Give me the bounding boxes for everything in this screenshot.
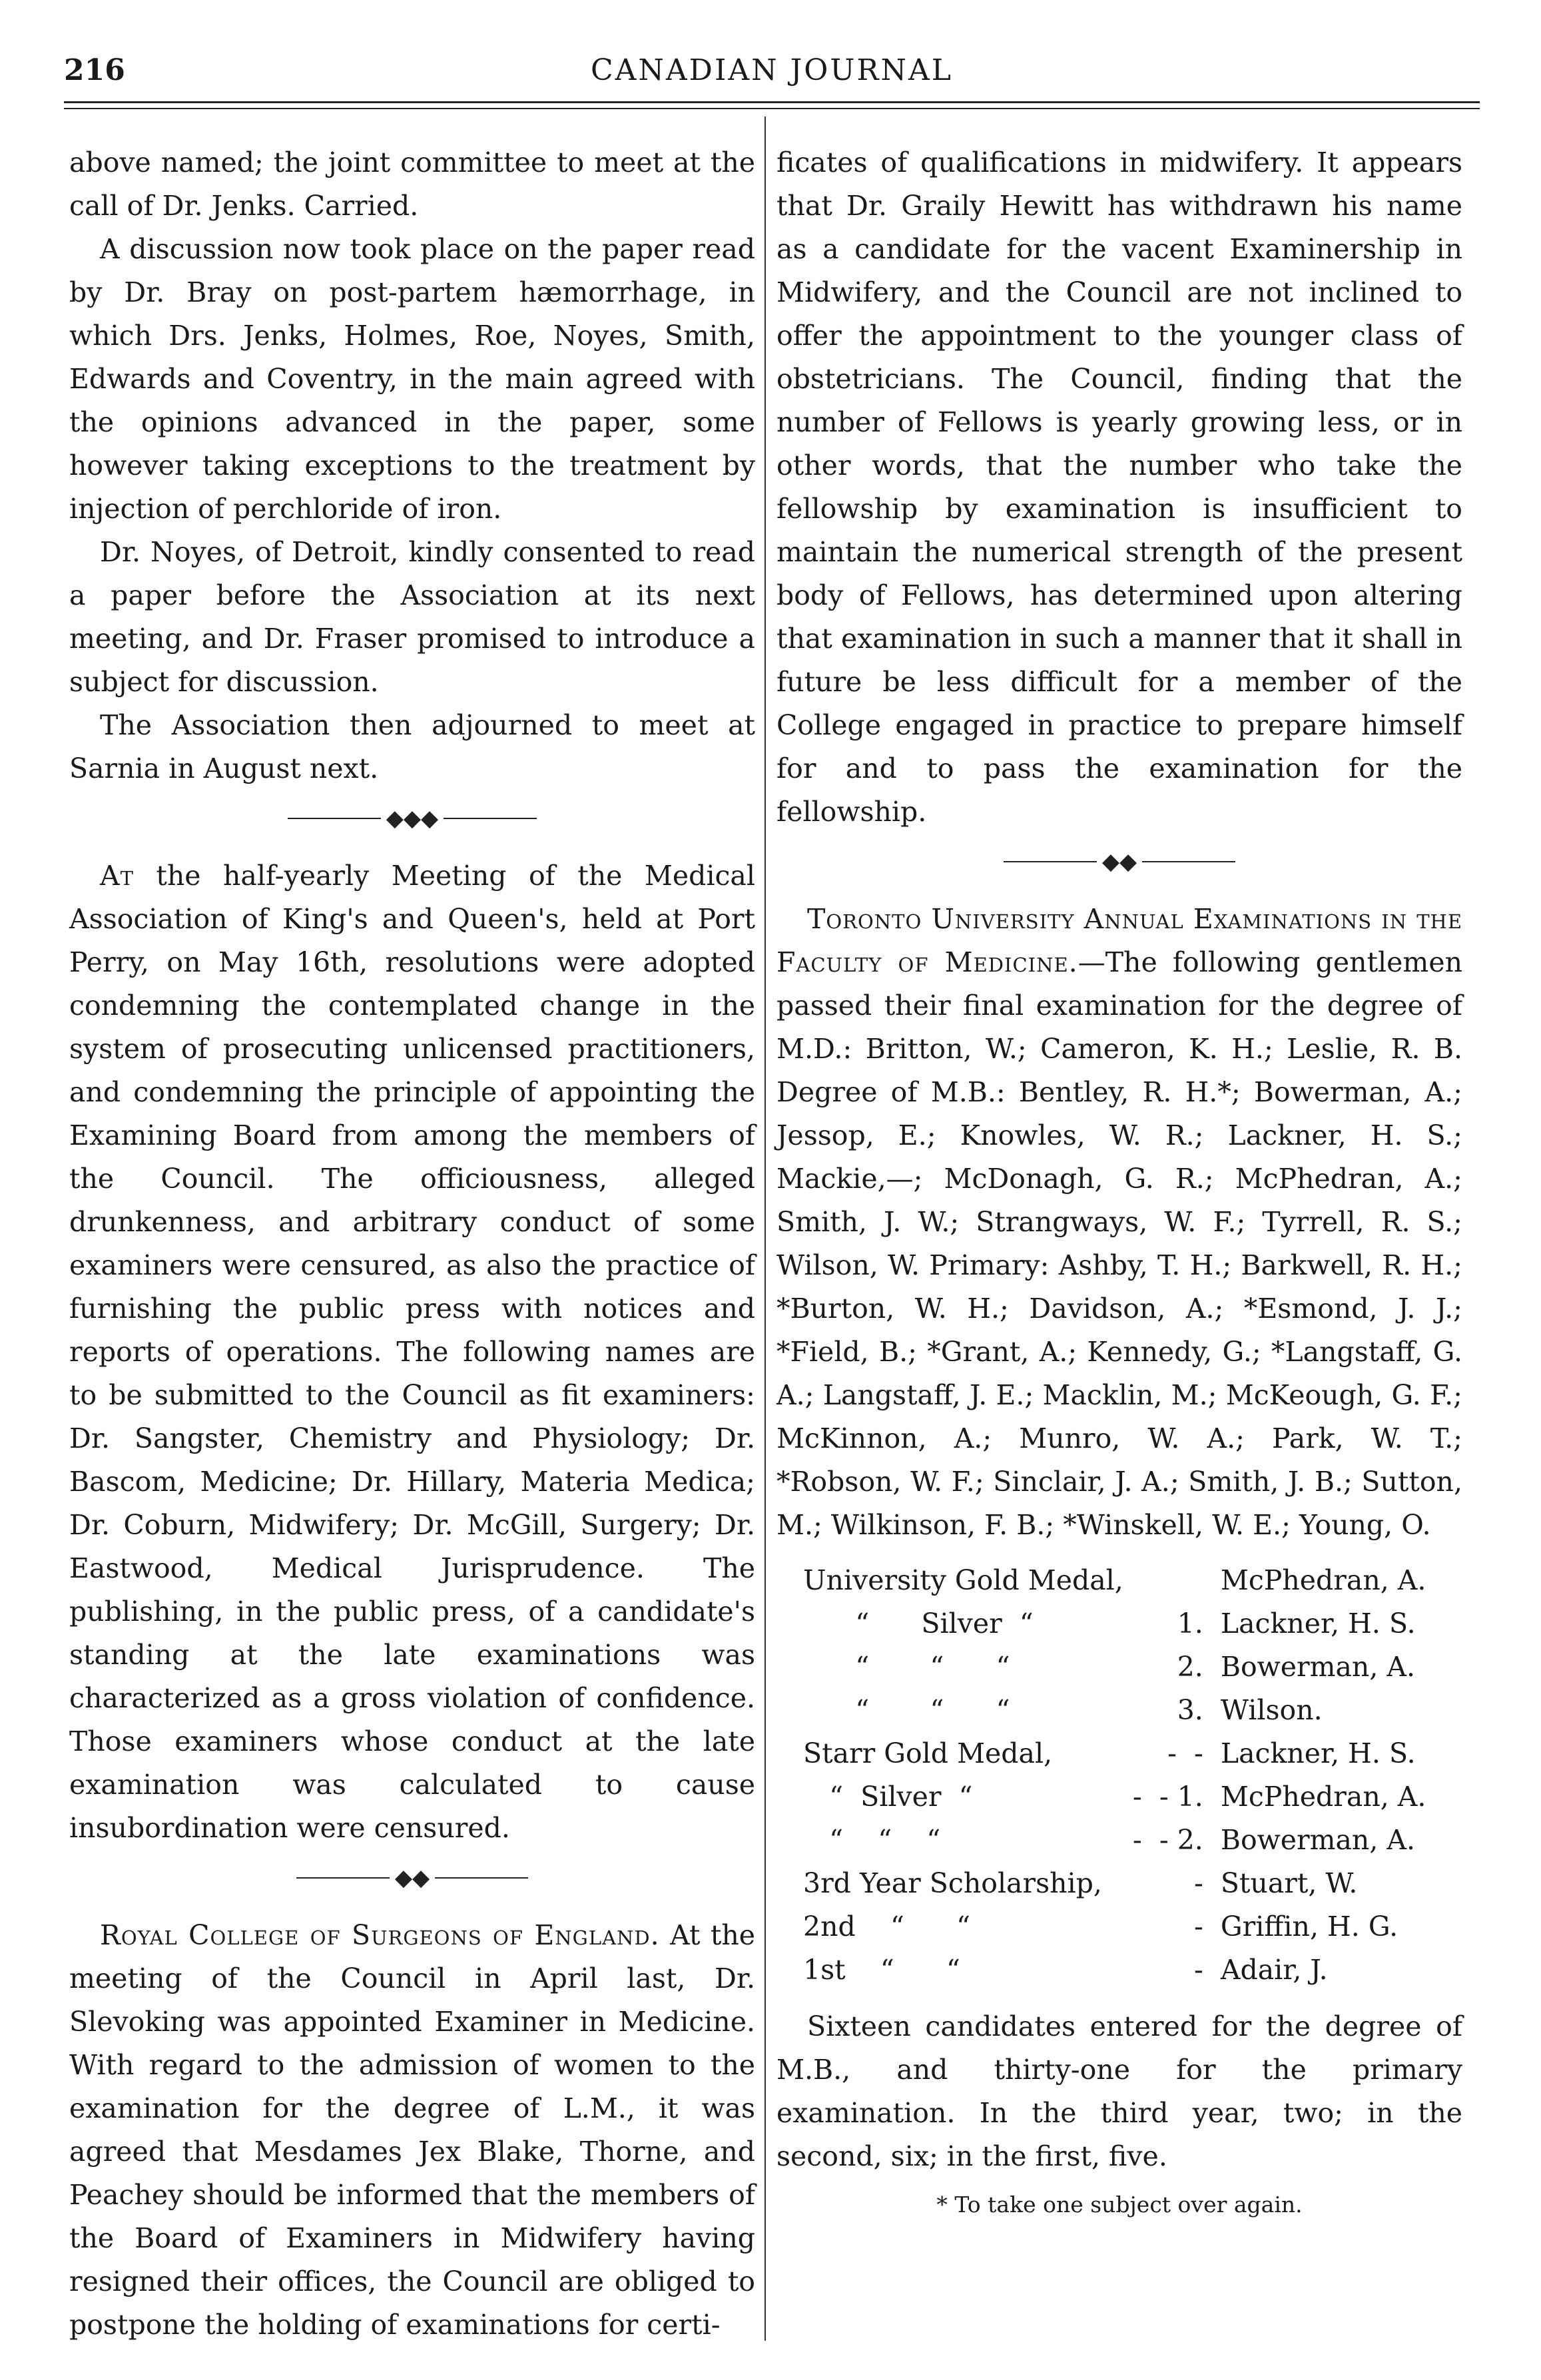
- rank-cell: 2.: [1177, 1651, 1203, 1683]
- header-rule-bottom: [64, 108, 1480, 109]
- rank-cell: - -: [1167, 1737, 1203, 1769]
- award-cell: “ “ “: [803, 1651, 1010, 1683]
- royal-college-heading: Royal College of Surgeons of England.: [100, 1919, 660, 1951]
- award-cell: “ “ “: [803, 1824, 941, 1856]
- right-column: [776, 141, 1462, 2220]
- table-row: [803, 1645, 1460, 1689]
- rank-cell: -: [1193, 1867, 1203, 1899]
- kings-queens-body: the half-yearly Meeting of the Medical Association of King's and Queen's, held at Port Perry, on May 16th, resolutions were adopted condemning the contemplated change in the system of prosecuting unlicensed practitioners, and condemning the principle of appointing the Examining Board from among the members of the Council. The officiousness, alleged drunkenness, and arbitrary conduct of some examiners were censured, as also the practice of furnishing the public press with notices and reports of operations. The following names are to be submitted to the Council as fit examiners: Dr. Sangster, Chemistry and Physiology; Dr. Bascom, Medicine; Dr. Hillary, Materia Medica; Dr. Coburn, Midwifery; Dr. McGill, Surgery; Dr. Eastwood, Medical Jurisprudence. The publishing, in the public press, of a candidate's standing at the late examinations was characterized as a gross violation of confidence. Those examiners whose conduct at the late examination was calculated to cause insubordination were censured.: [69, 860, 755, 1844]
- award-cell: “ Silver “: [803, 1781, 973, 1813]
- column-divider: [765, 117, 766, 2341]
- table-row: [803, 1775, 1460, 1819]
- name-cell: Adair, J.: [1220, 1954, 1328, 1986]
- paragraph-toronto-university: [776, 898, 1462, 1547]
- rank-cell: 3.: [1177, 1694, 1203, 1726]
- kings-queens-lead: At: [100, 860, 134, 892]
- name-cell: Bowerman, A.: [1220, 1651, 1416, 1683]
- rank-cell: -: [1193, 1911, 1203, 1942]
- rank-cell: -: [1193, 1954, 1203, 1986]
- section-ornament: ◆◆: [69, 1863, 755, 1891]
- name-cell: McPhedran, A.: [1220, 1564, 1426, 1596]
- toronto-university-body: —The following gentlemen passed their final examination for the degree of M.D.: Britton, W.; Cameron, K. H.; Leslie, R. B. Degree of M.B.: Bentley, R. H.*; Bowerman, A.; Jessop, E.; Knowles, W. R.; Lackner, H. S.; Mackie,—; McDonagh, G. R.; McPhedran, A.; Smith, J. W.; Strangways, W. F.; Tyrrell, R. S.; Wilson, W. Primary: Ashby, T. H.; Barkwell, R. H.; *Burton, W. H.; Davidson, A.; *Esmond, J. J.; *Field, B.; *Grant, A.; Kennedy, G.; *Langstaff, G. A.; Langstaff, J. E.; Macklin, M.; McKeough, G. F.; McKinnon, A.; Munro, W. A.; Park, W. T.; *Robson, W. F.; Sinclair, J. A.; Smith, J. B.; Sutton, M.; Wilkinson, F. B.; *Winskell, W. E.; Young, O.: [776, 946, 1462, 1541]
- table-row: [803, 1732, 1460, 1775]
- table-row: [803, 1862, 1460, 1905]
- table-row: [803, 1948, 1460, 1992]
- award-cell: 3rd Year Scholarship,: [803, 1867, 1102, 1899]
- rank-cell: - - 2.: [1132, 1824, 1203, 1856]
- award-cell: “ “ “: [803, 1694, 1010, 1726]
- award-cell: “ Silver “: [803, 1608, 1034, 1639]
- rank-cell: - - 1.: [1132, 1781, 1203, 1813]
- page-header: [64, 53, 1480, 93]
- table-row: [803, 1602, 1460, 1645]
- header-rule-top: [64, 101, 1480, 103]
- paragraph-noyes: Dr. Noyes, of Detroit, kindly consented to read a paper before the Association at its next meeting, and Dr. Fraser promised to introduce a subject for discussion.: [69, 536, 755, 698]
- royal-college-body: At the meeting of the Council in April last, Dr. Slevoking was appointed Examiner in Medicine. With regard to the admission of women to the examination for the degree of L.M., it was agreed that Mesdames Jex Blake, Thorne, and Peachey should be informed that the members of the Board of Examiners in Midwifery having resigned their offices, the Council are obliged to postpone the holding of examinations for certi-: [69, 1919, 755, 2341]
- page-number: 216: [64, 53, 125, 87]
- award-cell: 2nd “ “: [803, 1911, 970, 1942]
- rank-cell: 1.: [1177, 1608, 1203, 1639]
- paragraph-adjourn: The Association then adjourned to meet at Sarnia in August next.: [69, 709, 755, 784]
- paragraph-royal-college-cont: ficates of qualifications in midwifery. It appears that Dr. Graily Hewitt has withdrawn his name as a candidate for the vacent Examinership in Midwifery, and the Council are not inclined to offer the appointment to the younger class of obstetricians. The Council, finding that the number of Fellows is yearly growing less, or in other words, that the number who take the fellowship by examination is insufficient to maintain the numerical strength of the present body of Fellows, has determined upon altering that examination in such a manner that it shall in future be less difficult for a member of the College engaged in practice to prepare himself for and to pass the examination for the fellowship.: [776, 147, 1462, 828]
- award-cell: 1st “ “: [803, 1954, 960, 1986]
- paragraph-kings-queens: [69, 854, 755, 1850]
- name-cell: McPhedran, A.: [1220, 1781, 1426, 1813]
- section-ornament: ◆◆: [776, 847, 1462, 875]
- name-cell: Bowerman, A.: [1220, 1824, 1416, 1856]
- name-cell: Stuart, W.: [1220, 1867, 1358, 1899]
- awards-table: [803, 1559, 1460, 1992]
- name-cell: Lackner, H. S.: [1220, 1608, 1416, 1639]
- running-title: CANADIAN JOURNAL: [590, 53, 954, 87]
- toronto-university-heading: Toronto University Annual Examinations in the Faculty of Medicine.: [776, 903, 1462, 978]
- left-column: [69, 141, 755, 2347]
- table-row: [803, 1905, 1460, 1948]
- name-cell: Wilson.: [1220, 1694, 1323, 1726]
- name-cell: Griffin, H. G.: [1220, 1911, 1398, 1942]
- rank-cell: [1123, 1559, 1221, 1602]
- paragraph-summary: Sixteen candidates entered for the degree of M.B., and thirty-one for the primary examination. In the third year, two; in the second, six; in the first, five.: [776, 2010, 1462, 2172]
- table-row: [803, 1689, 1460, 1732]
- name-cell: Lackner, H. S.: [1220, 1737, 1416, 1769]
- paragraph-royal-college: [69, 1914, 755, 2347]
- paragraph-discussion: A discussion now took place on the paper read by Dr. Bray on post-partem hæmorrhage, in which Drs. Jenks, Holmes, Roe, Noyes, Smith, Edwards and Coventry, in the main agreed with the opinions advanced in the paper, some however taking exceptions to the treatment by injection of perchloride of iron.: [69, 233, 755, 525]
- paragraph-committee: above named; the joint committee to meet at the call of Dr. Jenks. Carried.: [69, 147, 755, 222]
- section-ornament: ◆◆◆: [69, 804, 755, 832]
- table-row: [803, 1819, 1460, 1862]
- award-cell: University Gold Medal,: [803, 1564, 1123, 1596]
- table-row: [803, 1559, 1460, 1602]
- footnote: * To take one subject over again.: [936, 2192, 1303, 2218]
- award-cell: Starr Gold Medal,: [803, 1737, 1053, 1769]
